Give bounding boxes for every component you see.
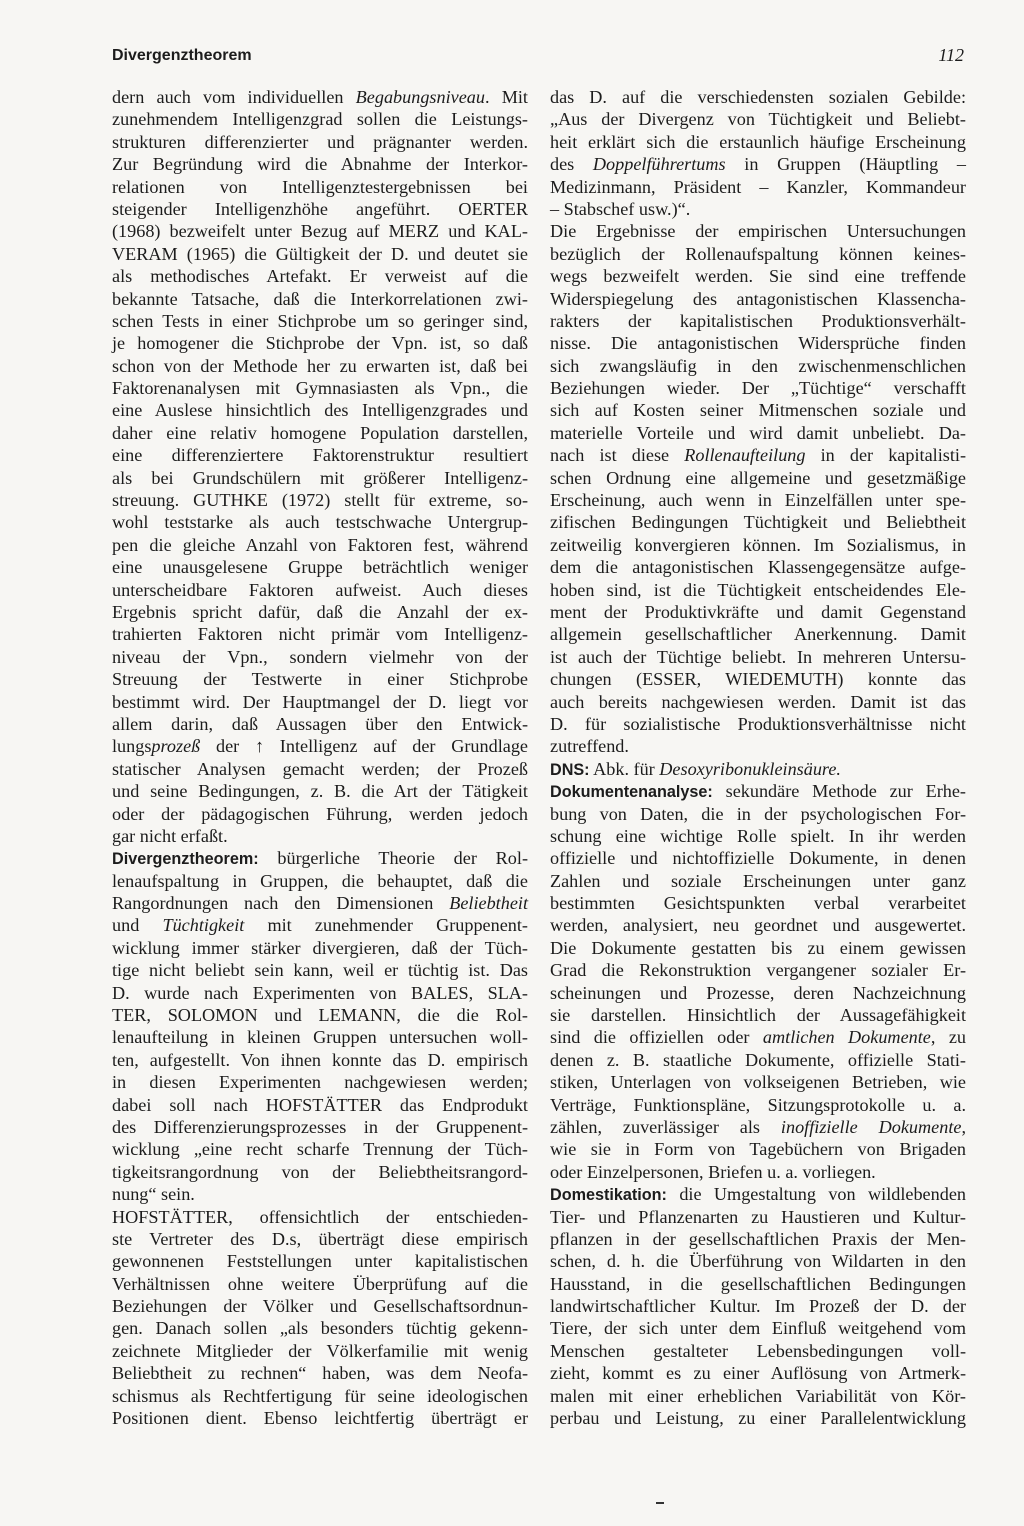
text-line: [112, 914, 528, 936]
text-segment: allgemein gesellschaftlicher Anerkennung. Damit: [550, 624, 966, 645]
text-segment: sich zwangsläufig in den zwischenmenschlichen: [550, 355, 966, 376]
text-segment: die Umgestaltung von wildlebenden: [666, 1184, 966, 1205]
text-line: [112, 1250, 528, 1272]
text-line: [550, 1026, 966, 1048]
text-segment: als bei Grundschülern mit größerer Intelligenz-: [112, 467, 528, 488]
text-segment: schen Tests in einer Stichprobe um so geringer sind,: [112, 310, 528, 331]
text-line: [112, 959, 528, 981]
text-line: [112, 713, 528, 735]
text-segment: Hausstand, in die gesellschaftlichen Bedingungen: [550, 1273, 966, 1294]
text-segment: scheinungen und Prozesse, deren Nachzeichnung: [550, 982, 966, 1003]
text-segment: daher eine relativ homogene Population darstellen,: [112, 422, 528, 443]
emphasis-text: Rollenaufteilung: [684, 445, 806, 466]
emphasis-text: Tüchtigkeit: [162, 915, 245, 936]
text-segment: der ↑ Intelligenz auf der Grundlage: [200, 736, 528, 757]
text-line: [550, 153, 966, 175]
text-line: [112, 467, 528, 489]
text-line: [112, 1026, 528, 1048]
text-line: [112, 511, 528, 533]
text-line: [550, 355, 966, 377]
text-segment: „Aus der Divergenz von Tüchtigkeit und Beliebt-: [550, 109, 966, 130]
text-segment: wohl teststarke als auch testschwache Untergrup-: [112, 512, 528, 533]
text-segment: Faktorenanalysen mit Gymnasiasten als Vpn., die: [112, 378, 528, 399]
text-segment: ten, aufgestellt. Von ihnen konnte das D. empirisch: [112, 1049, 528, 1070]
running-head: Divergenztheorem: [112, 47, 252, 64]
text-line: [112, 265, 528, 287]
text-line: [550, 86, 966, 108]
text-segment: Beziehungen wieder. Der „Tüchtige“ verschafft: [550, 378, 966, 399]
text-segment: sie darstellen. Hinsichtlich der Aussagefähigkeit: [550, 1005, 966, 1026]
text-segment: . Mit: [484, 87, 528, 107]
text-segment: Beliebtheit zu rechnen“ haben, was dem Neofa-: [112, 1363, 528, 1384]
text-line: [550, 803, 966, 825]
text-segment: sich auf Kosten seiner Mitmenschen soziale und: [550, 400, 966, 421]
text-segment: gewonnenen Feststellungen unter kapitalistischen: [112, 1251, 528, 1272]
text-line: [550, 422, 966, 444]
text-segment: ste Vertreter des D.s, überträgt diese empirisch: [112, 1228, 528, 1249]
text-segment: ,: [961, 1116, 966, 1137]
text-line: [550, 399, 966, 421]
text-segment: zunehmendem Intelligenzgrad sollen die Leistungs-: [112, 109, 528, 130]
text-line: [112, 1183, 528, 1205]
text-line: [112, 1273, 528, 1295]
text-line: [112, 108, 528, 130]
text-line: [550, 959, 966, 981]
text-line: [550, 108, 966, 130]
text-line: [112, 646, 528, 668]
text-segment: allem darin, daß Aussagen über den Entwick-: [112, 713, 528, 734]
entry-headword: Dokumentenanalyse:: [550, 783, 713, 802]
text-line: [112, 489, 528, 511]
text-segment: Ergebnis spricht dafür, daß die Anzahl der ex-: [112, 601, 528, 622]
text-line: [112, 1228, 528, 1250]
text-segment: tigkeitsrangordnung von der Beliebtheitsrangord-: [112, 1161, 528, 1182]
text-line: [550, 1385, 966, 1407]
text-line: [550, 467, 966, 489]
text-segment: oder Einzelpersonen, Briefen u. a. vorliegen.: [550, 1161, 876, 1182]
text-line: [550, 1161, 966, 1183]
text-line: [550, 691, 966, 713]
text-segment: hoben sind, ist die Tüchtigkeit entscheidendes Ele-: [550, 579, 966, 600]
text-line: [112, 982, 528, 1004]
text-segment: schismus als Rechtfertigung für seine ideologischen: [112, 1385, 528, 1406]
text-segment: landwirtschaftlicher Kultur. Im Prozeß der D. der: [550, 1296, 966, 1317]
text-segment: ment der Produktivkräfte und damit Gegenstand: [550, 601, 966, 622]
text-segment: und seine Bedingungen, z. B. die Art der Tätigkeit: [112, 781, 528, 802]
text-line: [112, 825, 528, 847]
text-segment: (1968) bezweifelt unter Bezug auf MERZ und KAL-: [112, 221, 528, 242]
text-segment: dem die antagonistischen Klassengegensätze aufge-: [550, 557, 966, 578]
text-segment: – Stabschef usw.)“.: [550, 198, 691, 219]
text-segment: schung eine wichtige Rolle spielt. In ihr werden: [550, 825, 966, 846]
text-segment: relationen von Intelligenztestergebnissen bei: [112, 176, 528, 197]
text-segment: bestimmten Gesichtspunkten verbal verarbeitet: [550, 893, 966, 914]
text-line: [550, 1407, 966, 1429]
text-line: [112, 310, 528, 332]
text-line: [550, 892, 966, 914]
text-line: [550, 1250, 966, 1272]
text-segment: pflanzen in der gesellschaftlichen Praxis der Men-: [550, 1228, 966, 1249]
text-segment: malen mit einer erheblichen Variabilität von Kör-: [550, 1385, 966, 1406]
text-line: [112, 220, 528, 242]
text-line: [550, 1273, 966, 1295]
text-line: [550, 758, 966, 780]
text-line: [112, 1116, 528, 1138]
text-segment: stiken, Unterlagen von volkseigenen Betrieben, wie: [550, 1072, 966, 1093]
text-segment: bürgerliche Theorie der Rol-: [258, 848, 528, 869]
text-line: [550, 937, 966, 959]
text-segment: trahierten Faktoren nicht primär vom Intelligenz-: [112, 624, 528, 645]
text-segment: sind die offiziellen oder: [550, 1027, 763, 1048]
text-line: [112, 332, 528, 354]
print-mark: [656, 1502, 664, 1504]
text-line: [550, 220, 966, 242]
text-segment: bung von Daten, die in der psychologischen For-: [550, 803, 966, 824]
text-segment: schen Ordnung eine allgemeine und gesetzmäßige: [550, 467, 966, 488]
text-segment: TER, SOLOMON und LEMANN, die die Rol-: [112, 1005, 528, 1026]
text-segment: als methodisches Artefakt. Er verweist auf die: [112, 266, 528, 287]
text-segment: zieht, kommt es zu einer Auflösung von Artmerk-: [550, 1363, 966, 1384]
text-segment: dabei soll nach HOFSTÄTTER das Endprodukt: [112, 1094, 528, 1115]
text-line: [550, 1362, 966, 1384]
text-line: [112, 1340, 528, 1362]
text-line: [550, 489, 966, 511]
text-line: [112, 1206, 528, 1228]
text-segment: eine unausgelesene Gruppe beträchtlich weniger: [112, 557, 528, 578]
text-segment: niveau der Vpn., sondern vielmehr von der: [112, 646, 528, 667]
text-line: [550, 1317, 966, 1339]
entry-headword: Domestikation:: [550, 1186, 667, 1205]
text-line: [550, 556, 966, 578]
text-segment: gar nicht erfaßt.: [112, 825, 228, 846]
text-segment: zutreffend.: [550, 736, 629, 757]
text-line: [550, 1116, 966, 1138]
text-line: [112, 1407, 528, 1429]
text-segment: in Gruppen (Häuptling –: [725, 154, 966, 175]
text-segment: Tier- und Pflanzenarten zu Haustieren und Kultur-: [550, 1206, 966, 1227]
text-line: [112, 735, 528, 757]
text-segment: das D. auf die verschiedensten sozialen Gebilde:: [550, 87, 966, 107]
text-line: [550, 243, 966, 265]
text-line: [112, 691, 528, 713]
text-line: [112, 1295, 528, 1317]
text-segment: Beziehungen der Völker und Gesellschaftsordnun-: [112, 1296, 528, 1317]
text-line: [112, 803, 528, 825]
text-segment: Erscheinung, auch wenn in Einzelfällen unter spe-: [550, 490, 966, 511]
text-line: [112, 86, 528, 108]
text-line: [112, 534, 528, 556]
text-segment: und: [112, 915, 163, 936]
text-segment: schen, d. h. die Überführung von Wildarten in den: [550, 1251, 966, 1272]
text-line: [112, 422, 528, 444]
text-line: [550, 1094, 966, 1116]
text-segment: zählen, zuverlässiger als: [550, 1116, 781, 1137]
text-line: [112, 198, 528, 220]
text-segment: auch bereits nachgewiesen werden. Damit ist das: [550, 691, 966, 712]
text-line: [112, 1161, 528, 1183]
text-line: [550, 1004, 966, 1026]
text-line: [550, 534, 966, 556]
text-segment: oder der pädagogischen Führung, werden jedoch: [112, 803, 528, 824]
text-line: [550, 310, 966, 332]
text-segment: D. für sozialistische Produktionsverhältnisse nicht: [550, 713, 966, 734]
text-line: [112, 623, 528, 645]
text-segment: wicklung immer stärker divergieren, daß der Tüch-: [112, 937, 528, 958]
text-line: [550, 982, 966, 1004]
text-segment: bestimmt wird. Der Hauptmangel der D. liegt vor: [112, 691, 528, 712]
text-segment: schon von der Methode her zu erwarten ist, daß bei: [112, 355, 528, 376]
text-line: [112, 1317, 528, 1339]
text-segment: Positionen dient. Ebenso leichtfertig überträgt er: [112, 1408, 528, 1429]
text-segment: D. wurde nach Experimenten von BALES, SLA-: [112, 982, 528, 1003]
text-segment: rakters der kapitalistischen Produktionsverhält-: [550, 310, 966, 331]
text-segment: mit zunehmender Gruppenent-: [244, 915, 528, 936]
text-segment: ist auch der Tüchtige beliebt. In mehreren Untersu-: [550, 646, 966, 667]
text-segment: , zu: [930, 1027, 966, 1048]
text-segment: Zahlen und soziale Erscheinungen unter ganz: [550, 870, 966, 891]
text-segment: streuung. GUTHKE (1972) stellt für extreme, so-: [112, 490, 528, 511]
text-segment: in der kapitalisti-: [805, 445, 966, 466]
text-line: [550, 668, 966, 690]
text-line: [550, 713, 966, 735]
text-segment: sekundäre Methode zur Erhe-: [712, 781, 966, 802]
text-segment: tige nicht beliebt sein kann, weil er tüchtig ist. Das: [112, 960, 528, 981]
text-segment: werden, analysiert, neu geordnet und ausgewertet.: [550, 915, 966, 936]
text-segment: bezüglich der Rollenaufspaltung können keines-: [550, 243, 966, 264]
emphasis-text: amtlichen Dokumente: [762, 1027, 931, 1048]
text-segment: lenaufteilung in kleinen Gruppen untersuchen woll-: [112, 1027, 528, 1048]
text-segment: Abk. für: [589, 758, 660, 779]
text-segment: Menschen gestalteter Lebensbedingungen voll-: [550, 1340, 966, 1361]
text-segment: heit erklärt sich die erstaunlich häufige Erscheinung: [550, 131, 966, 152]
text-line: [112, 288, 528, 310]
text-line: [550, 444, 966, 466]
text-line: [550, 1340, 966, 1362]
text-segment: perbau und Leistung, zu einer Parallelentwicklung: [550, 1408, 966, 1429]
text-segment: wicklung „eine recht scharfe Trennung der Tüch-: [112, 1139, 528, 1160]
text-segment: in diesen Experimenten nachgewiesen werden;: [112, 1072, 528, 1093]
text-line: [550, 914, 966, 936]
text-line: [550, 847, 966, 869]
emphasis-text: Doppelführertums: [592, 154, 726, 175]
text-line: [112, 937, 528, 959]
text-line: [550, 870, 966, 892]
text-line: [112, 847, 528, 869]
text-line: [550, 1206, 966, 1228]
text-segment: statischer Analysen gemacht werden; der Prozeß: [112, 758, 528, 779]
text-line: [550, 131, 966, 153]
text-segment: Zur Begründung wird die Abnahme der Interkor-: [112, 154, 528, 175]
text-line: [550, 1295, 966, 1317]
text-segment: Die Dokumente gestatten bis zu einem gewissen: [550, 937, 966, 958]
text-line: [112, 556, 528, 578]
text-line: [550, 1138, 966, 1160]
text-segment: nung“ sein.: [112, 1184, 195, 1205]
emphasis-text: Beliebtheit: [449, 893, 528, 914]
text-segment: zeichnete Mitglieder der Völkerfamilie mit wenig: [112, 1340, 528, 1361]
text-segment: Die Ergebnisse der empirischen Untersuchungen: [550, 221, 966, 242]
emphasis-text: Begabungsniveau: [355, 87, 485, 107]
text-segment: chungen (ESSER, WIEDEMUTH) konnte das: [550, 669, 966, 690]
text-line: [112, 399, 528, 421]
text-line: [112, 176, 528, 198]
entry-headword: Divergenztheorem:: [112, 850, 259, 869]
text-segment: pen die gleiche Anzahl von Faktoren fest, während: [112, 534, 528, 555]
text-line: [550, 646, 966, 668]
text-line: [112, 579, 528, 601]
text-line: [112, 1071, 528, 1093]
page-number: 112: [938, 45, 964, 65]
text-line: [550, 1183, 966, 1205]
text-segment: lenaufspaltung in Gruppen, die behauptet, daß die: [112, 870, 528, 891]
text-line: [550, 332, 966, 354]
emphasis-text: inoffizielle Dokumente: [780, 1116, 962, 1137]
text-line: [550, 198, 966, 220]
text-segment: je homogener die Stichprobe der Vpn. ist, so daß: [112, 333, 528, 354]
text-segment: eine Auslese hinsichtlich des Intelligenzgrades und: [112, 400, 528, 421]
text-line: [112, 1362, 528, 1384]
text-line: [550, 511, 966, 533]
text-line: [112, 1049, 528, 1071]
text-line: [550, 265, 966, 287]
text-line: [550, 176, 966, 198]
text-segment: Grad die Rekonstruktion vergangener sozialer Er-: [550, 960, 966, 981]
text-segment: steigender Intelligenzhöhe angeführt. OERTER: [112, 198, 528, 219]
text-segment: Verhältnissen ohne weitere Überprüfung auf die: [112, 1273, 528, 1294]
text-segment: Verträge, Funktionspläne, Sitzungsprotokolle u. a.: [550, 1094, 966, 1115]
text-line: [112, 153, 528, 175]
entry-headword: DNS:: [550, 760, 590, 779]
text-line: [550, 825, 966, 847]
text-segment: bekannte Tatsache, daß die Interkorrelationen zwi-: [112, 288, 528, 309]
text-segment: lungs: [112, 736, 152, 757]
text-line: [550, 780, 966, 802]
text-line: [112, 780, 528, 802]
text-line: [112, 870, 528, 892]
text-line: [550, 735, 966, 757]
text-segment: des Differenzierungsprozesses in der Gruppenent-: [112, 1116, 528, 1137]
text-line: [112, 243, 528, 265]
text-line: [112, 377, 528, 399]
text-segment: strukturen differenzierter und prägnanter werden.: [112, 131, 528, 152]
text-segment: zeitweilig konvergieren können. Im Sozialismus, in: [550, 534, 966, 555]
text-line: [112, 1138, 528, 1160]
text-segment: dern auch vom individuellen: [112, 87, 356, 107]
text-segment: gen. Danach sollen „als besonders tüchtig gekenn-: [112, 1318, 528, 1339]
text-line: [550, 579, 966, 601]
text-segment: unterscheidbare Faktoren aufweist. Auch dieses: [112, 579, 528, 600]
text-line: [112, 892, 528, 914]
text-line: [550, 1071, 966, 1093]
text-line: [550, 1049, 966, 1071]
text-line: [112, 355, 528, 377]
text-segment: des: [550, 154, 593, 175]
text-line: [112, 758, 528, 780]
text-line: [112, 1094, 528, 1116]
text-line: [550, 288, 966, 310]
text-line: [112, 1385, 528, 1407]
text-line: [112, 444, 528, 466]
text-line: [112, 601, 528, 623]
emphasis-text: Desoxyribonukleinsäure.: [659, 758, 841, 779]
text-segment: HOFSTÄTTER, offensichtlich der entschieden-: [112, 1206, 528, 1227]
text-segment: VERAM (1965) die Gültigkeit der D. und deutet sie: [112, 243, 528, 264]
text-segment: Rangordnungen nach den Dimensionen: [112, 893, 450, 914]
text-line: [550, 601, 966, 623]
text-line: [550, 377, 966, 399]
text-segment: wie sie in Form von Tagebüchern von Brigaden: [550, 1139, 966, 1160]
text-segment: zifischen Bedingungen Tüchtigkeit und Beliebtheit: [550, 512, 966, 533]
text-segment: eine differenziertere Faktorenstruktur resultiert: [112, 445, 528, 466]
text-line: [112, 131, 528, 153]
right-column: [550, 86, 966, 1429]
text-segment: nisse. Die antagonistischen Widersprüche finden: [550, 333, 966, 354]
text-segment: materielle Vorteile und wird damit unbeliebt. Da-: [550, 422, 966, 443]
text-segment: Tiere, der sich unter dem Einfluß weitgehend vom: [550, 1318, 966, 1339]
text-segment: Streuung der Testwerte in einer Stichprobe: [112, 669, 528, 690]
emphasis-text: prozeß: [151, 736, 201, 757]
text-segment: offizielle und nichtoffizielle Dokumente, in denen: [550, 848, 966, 869]
text-segment: wegs bezweifelt werden. Sie sind eine treffende: [550, 266, 966, 287]
text-line: [112, 1004, 528, 1026]
text-line: [550, 1228, 966, 1250]
text-segment: Medizinmann, Präsident – Kanzler, Kommandeur: [550, 176, 966, 197]
text-line: [550, 623, 966, 645]
text-segment: nach ist diese: [550, 445, 685, 466]
text-segment: Widerspiegelung des antagonistischen Klassencha-: [550, 288, 966, 309]
left-column: [112, 86, 528, 1429]
text-segment: denen z. B. staatliche Dokumente, offizielle Stati-: [550, 1049, 966, 1070]
text-line: [112, 668, 528, 690]
